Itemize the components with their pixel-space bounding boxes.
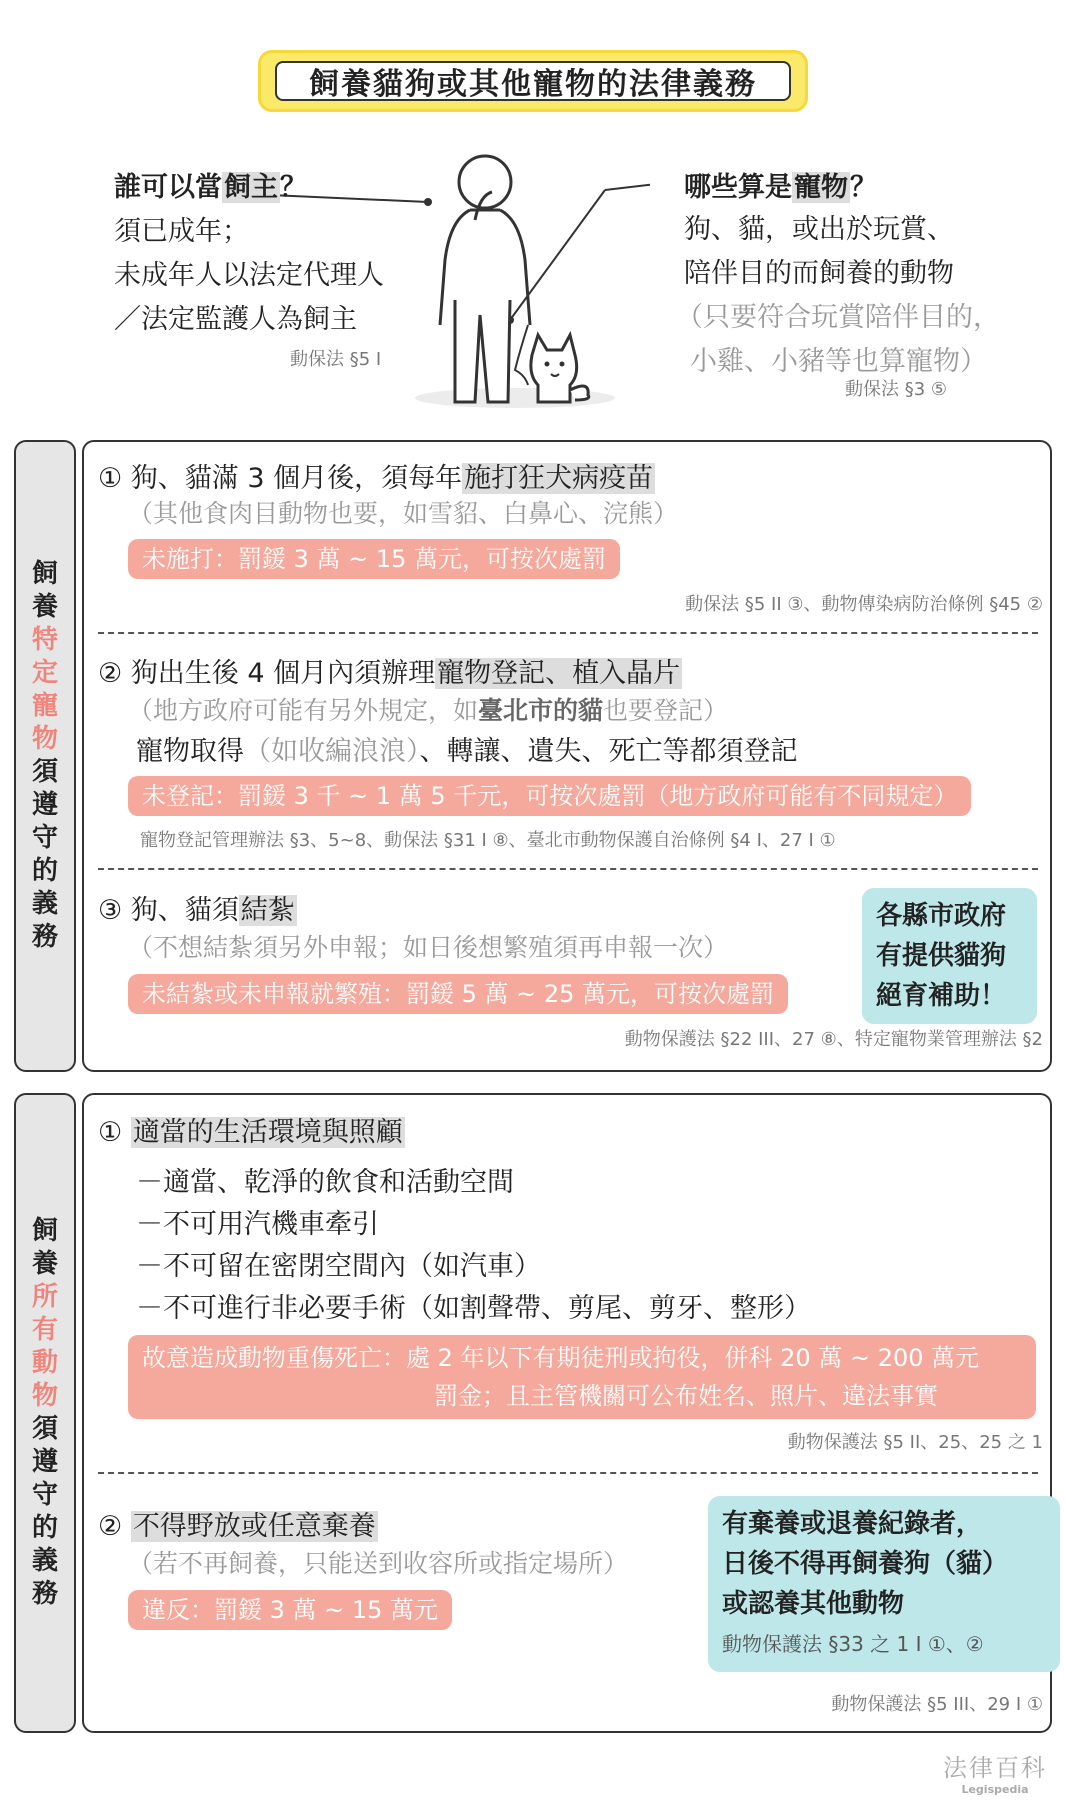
section2-label [14, 1093, 76, 1733]
s1-item2-title: ② 狗出生後 4 個月內須辦理寵物登記、植入晶片 [98, 658, 681, 689]
s1-item2-penalty: 未登記：罰鍰 3 千 ~ 1 萬 5 千元，可按次處罰（地方政府可能有不同規定） [128, 776, 971, 816]
side-label-char: 的 [31, 856, 58, 886]
s1-item1-title: ① 狗、貓滿 3 個月後，須每年施打狂犬病疫苗 [98, 463, 654, 494]
side-label-char: 有 [31, 1315, 58, 1345]
brand-logo: 法律百科 Legispedia [943, 1754, 1047, 1796]
side-label-char: 守 [31, 1480, 58, 1510]
s1-item3-note: 各縣市政府 有提供貓狗 絕育補助！ [862, 888, 1037, 1024]
s2-item2-title: ② 不得野放或任意棄養 [98, 1511, 376, 1542]
side-label-char: 義 [31, 1546, 58, 1576]
side-label-char: 定 [31, 658, 58, 688]
side-label-char: 須 [31, 1414, 58, 1444]
side-label-char: 物 [31, 724, 58, 754]
s2-item1-ref: 動物保護法 §5 II、25、25 之 1 [787, 1432, 1043, 1453]
title-banner [258, 50, 808, 112]
side-label-char: 飼 [31, 1216, 58, 1246]
side-label-char: 寵 [31, 691, 58, 721]
s2-item2-penalty: 違反：罰鍰 3 萬 ~ 15 萬元 [128, 1590, 452, 1630]
s1-item1-penalty: 未施打：罰鍰 3 萬 ~ 15 萬元，可按次處罰 [128, 539, 620, 579]
s1-item2-sub: （地方政府可能有另外規定，如臺北市的貓也要登記） [128, 696, 729, 725]
side-label-char: 特 [31, 625, 58, 655]
s2-item2-note: 有棄養或退養紀錄者， 日後不得再飼養狗（貓） 或認養其他動物 動物保護法 §33 之 1 I ①、② [708, 1496, 1060, 1672]
s1-item3-title: ③ 狗、貓須結紮 [98, 895, 295, 926]
pet-question: 哪些算是寵物？ [684, 172, 877, 203]
s2-item2-sub: （若不再飼養，只能送到收容所或指定場所） [128, 1549, 629, 1578]
s2-item1-title: ① 適當的生活環境與照顧 [98, 1117, 403, 1148]
s1-item3-sub: （不想結紮須另外申報；如日後想繁殖須再申報一次） [128, 933, 729, 962]
s2-item1-penalty: 故意造成動物重傷死亡：處 2 年以下有期徒刑或拘役，併科 20 萬 ~ 200 萬元 罰金；且主管機關可公布姓名、照片、違法事實 [128, 1335, 1036, 1419]
s1-item1-ref: 動保法 §5 II ③、動物傳染病防治條例 §45 ② [685, 594, 1043, 615]
divider [98, 1472, 1038, 1474]
side-label-char: 義 [31, 889, 58, 919]
divider [98, 632, 1038, 634]
side-label-char: 養 [31, 592, 58, 622]
s1-item2-line3: 寵物取得（如收編浪浪）、轉讓、遺失、死亡等都須登記 [136, 736, 798, 767]
side-label-char: 動 [31, 1348, 58, 1378]
owner-ref: 動保法 §5 I [290, 349, 382, 370]
side-label-char: 守 [31, 823, 58, 853]
section1-label [14, 440, 76, 1072]
side-label-char: 務 [31, 1579, 58, 1609]
side-label-char: 養 [31, 1249, 58, 1279]
side-label-char: 的 [31, 1513, 58, 1543]
page-title: 飼養貓狗或其他寵物的法律義務 [275, 61, 791, 101]
s1-item1-sub: （其他食肉目動物也要，如雪貂、白鼻心、浣熊） [128, 499, 679, 528]
pet-ref: 動保法 §3 ⑤ [845, 379, 948, 400]
s1-item3-ref: 動物保護法 §22 III、27 ⑧、特定寵物業管理辦法 §2 [624, 1029, 1043, 1050]
divider [98, 868, 1038, 870]
side-label-char: 遵 [31, 1447, 58, 1477]
side-label-char: 務 [31, 922, 58, 952]
owner-question: 誰可以當飼主？ [114, 172, 307, 203]
side-label-char: 遵 [31, 790, 58, 820]
side-label-char: 所 [31, 1282, 58, 1312]
pet-answer: 狗、貓，或出於玩賞、 陪伴目的而飼養的動物 （只要符合玩賞陪伴目的， 小雞、小豬等也算寵物） [676, 214, 1000, 377]
owner-answer: 須已成年； 未成年人以法定代理人 ／法定監護人為飼主 [114, 216, 384, 335]
s1-item3-penalty: 未結紮或未申報就繁殖：罰鍰 5 萬 ~ 25 萬元，可按次處罰 [128, 974, 788, 1014]
s2-item1-bullets: －適當、乾淨的飲食和活動空間 －不可用汽機車牽引 －不可留在密閉空間內（如汽車） －不可進行非必要手術（如割聲帶、剪尾、剪牙、整形） [136, 1167, 811, 1324]
side-label-char: 物 [31, 1381, 58, 1411]
s1-item2-ref: 寵物登記管理辦法 §3、5~8、動保法 §31 I ⑧、臺北市動物保護自治條例 §4 I、27 I ① [140, 830, 836, 851]
s2-item2-ref: 動物保護法 §5 III、29 I ① [831, 1694, 1043, 1715]
side-label-char: 須 [31, 757, 58, 787]
side-label-char: 飼 [31, 559, 58, 589]
